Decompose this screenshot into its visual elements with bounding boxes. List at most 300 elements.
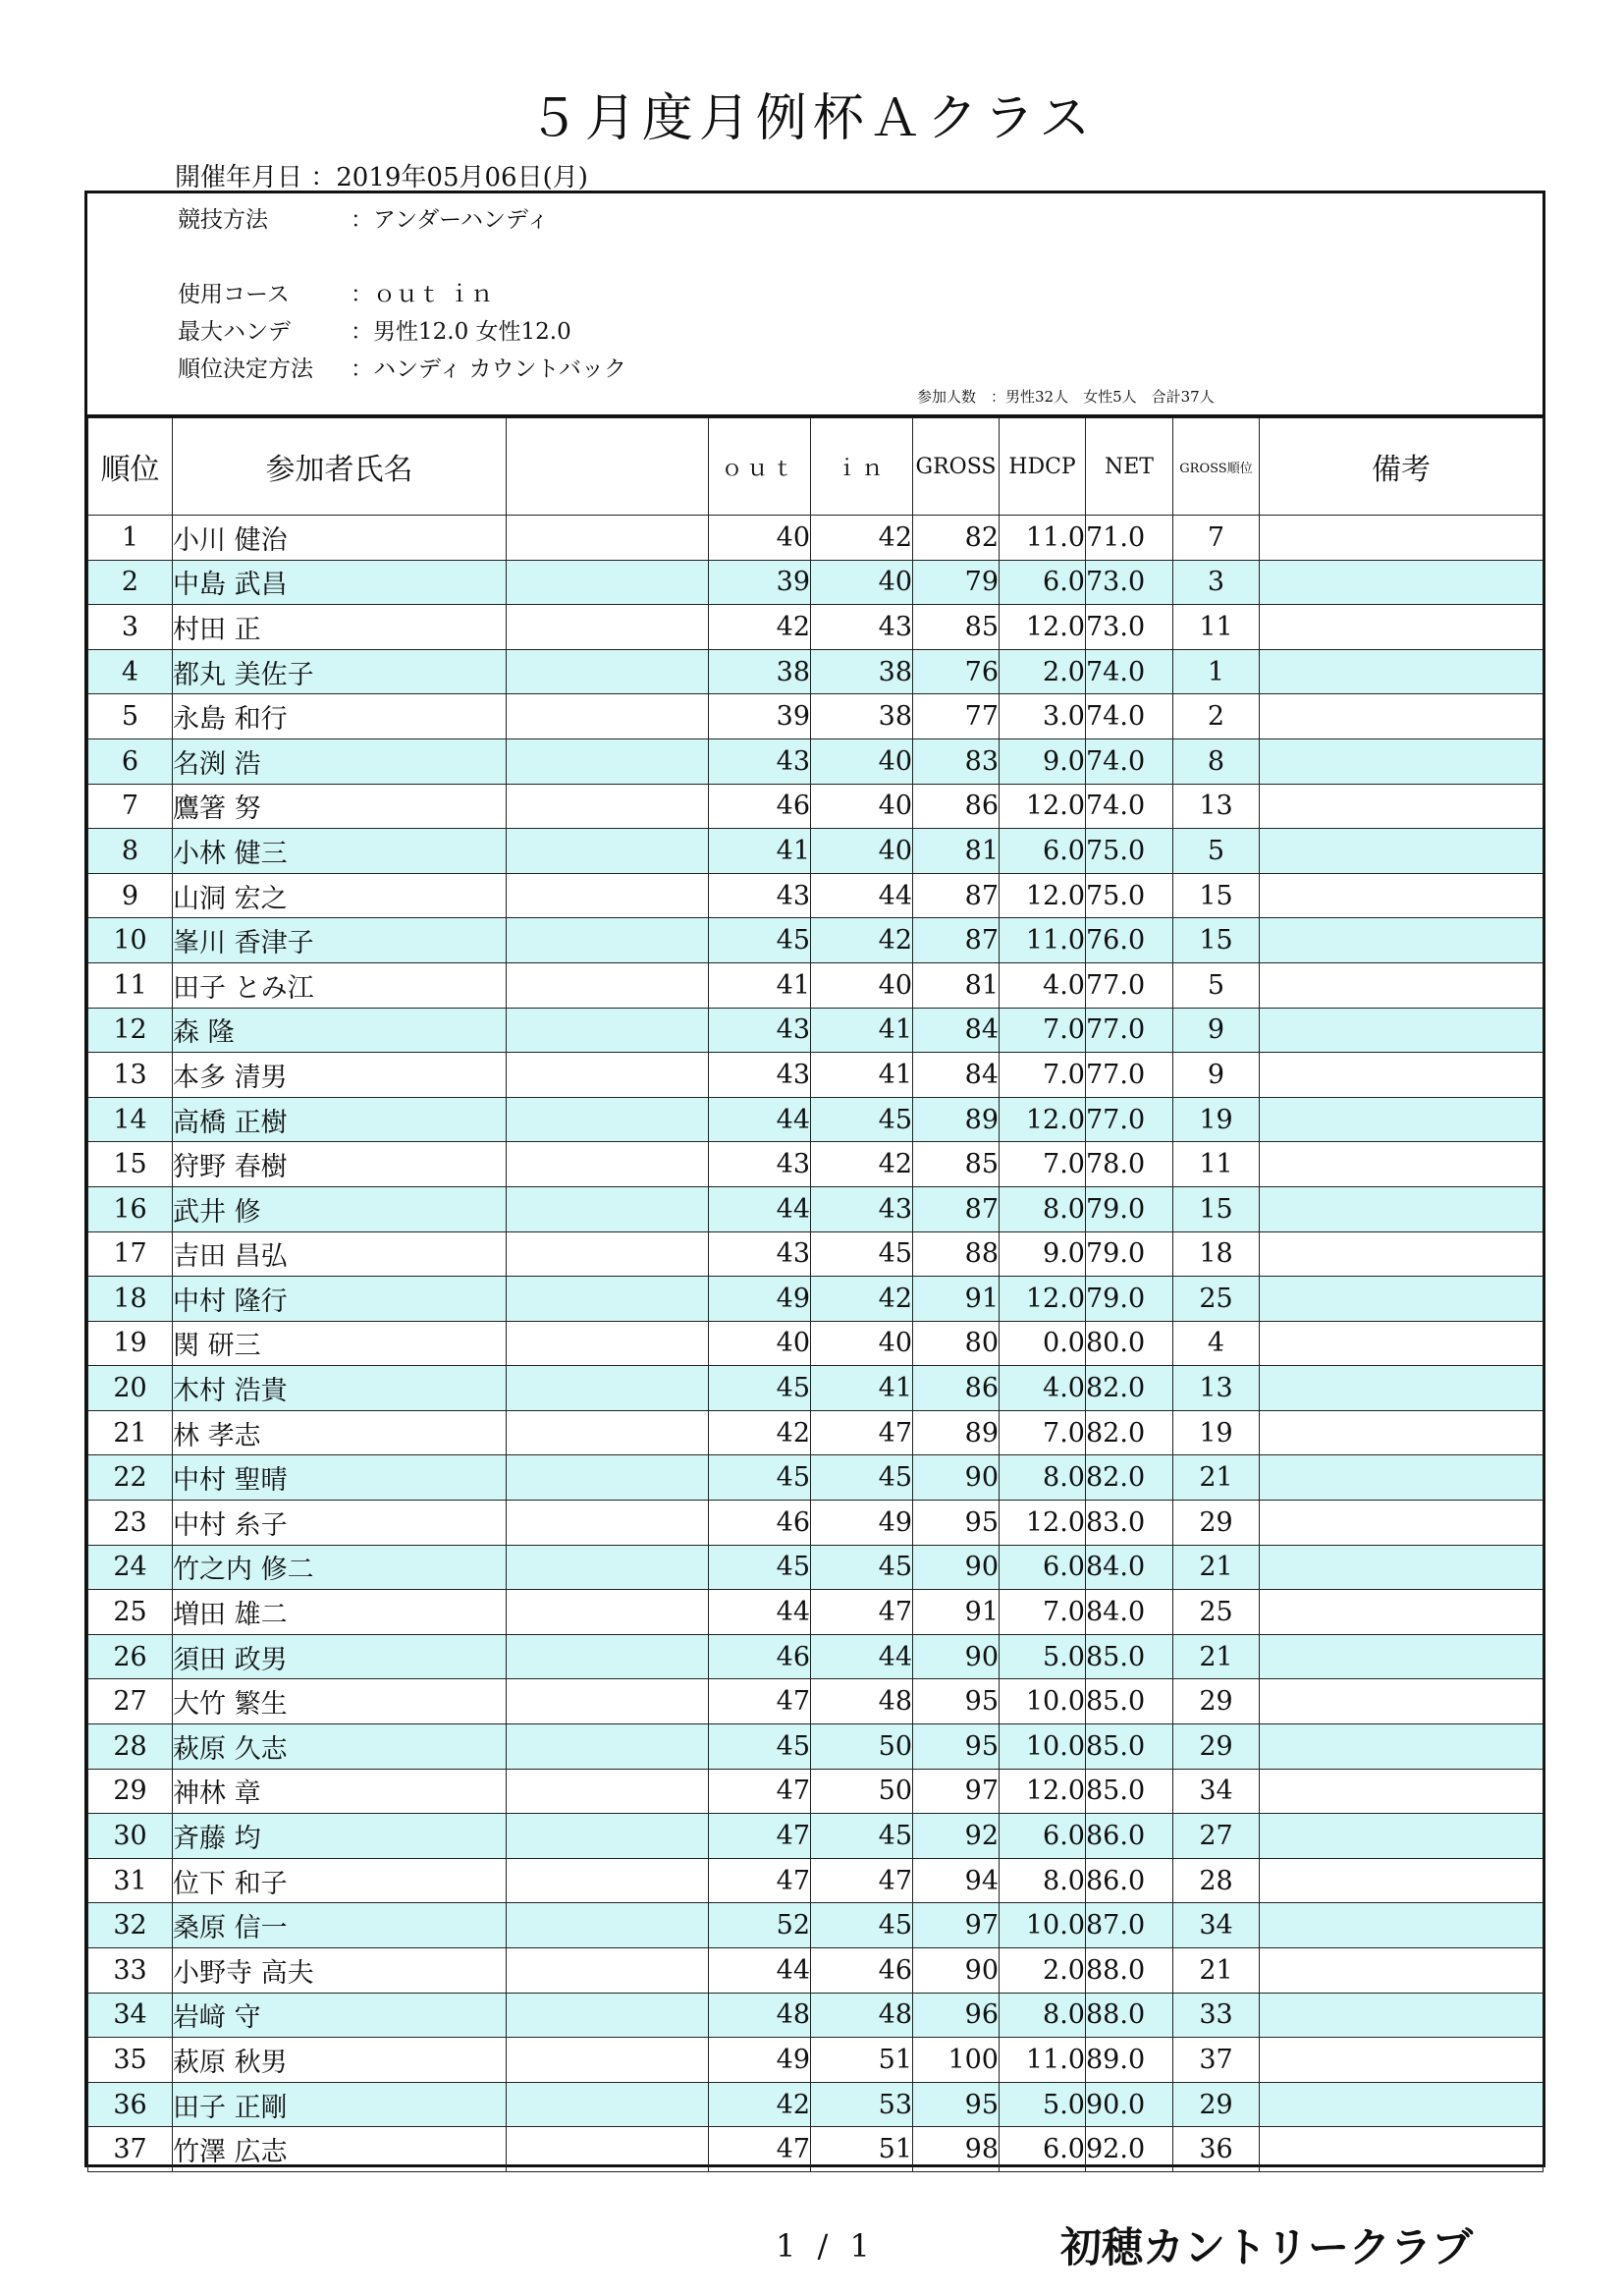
blank-cell [507,2038,709,2083]
remarks-cell [1260,1993,1543,2038]
net-cell: 82.0 [1086,1455,1173,1501]
net-cell: 82.0 [1086,1410,1173,1455]
rank-cell: 8 [88,829,173,874]
table-row [88,784,1543,829]
gross-cell: 84 [913,1053,1000,1098]
out-cell: 44 [709,1590,811,1635]
remarks-cell [1260,2127,1543,2172]
hdcp-cell: 8.0 [1000,1993,1086,2038]
page-title: ５月度月例杯Ａクラス [527,89,1097,148]
in-cell: 44 [811,1634,913,1679]
club-name: 初穂カントリークラブ [1060,2223,1474,2271]
name-cell: 中島 武昌 [173,560,507,605]
remarks-cell [1260,1366,1543,1411]
in-cell: 41 [811,1053,913,1098]
remarks-cell [1260,694,1543,739]
hdcp-cell: 6.0 [1000,560,1086,605]
name-cell: 田子 正剛 [173,2082,507,2127]
gross-rank-cell: 29 [1173,1501,1260,1546]
net-cell: 86.0 [1086,1814,1173,1859]
out-cell: 41 [709,962,811,1008]
blank-cell [507,560,709,605]
rank-cell: 37 [88,2127,173,2172]
table-row [88,1186,1543,1231]
table-row [88,2127,1543,2172]
header-out: ｏｕｔ [709,418,811,516]
gross-rank-cell: 25 [1173,1590,1260,1635]
blank-cell [507,2082,709,2127]
gross-cell: 81 [913,829,1000,874]
gross-rank-cell: 21 [1173,1545,1260,1590]
hdcp-cell: 12.0 [1000,873,1086,918]
gross-cell: 90 [913,1455,1000,1501]
gross-cell: 97 [913,1769,1000,1814]
net-cell: 77.0 [1086,1008,1173,1053]
rank-cell: 17 [88,1231,173,1277]
in-cell: 43 [811,605,913,650]
remarks-cell [1260,1634,1543,1679]
rank-cell: 18 [88,1277,173,1322]
remarks-cell [1260,784,1543,829]
rank-cell: 29 [88,1769,173,1814]
net-cell: 84.0 [1086,1590,1173,1635]
blank-cell [507,1634,709,1679]
table-row [88,2082,1543,2127]
name-cell: 高橋 正樹 [173,1097,507,1142]
out-cell: 40 [709,516,811,561]
hdcp-cell: 4.0 [1000,1366,1086,1411]
in-cell: 45 [811,1545,913,1590]
blank-cell [507,1679,709,1724]
hdcp-cell: 11.0 [1000,918,1086,963]
name-cell: 峯川 香津子 [173,918,507,963]
blank-cell [507,829,709,874]
table-row [88,2038,1543,2083]
table-row [88,829,1543,874]
name-cell: 都丸 美佐子 [173,649,507,694]
table-row [88,1231,1543,1277]
gross-cell: 80 [913,1321,1000,1366]
blank-cell [507,1948,709,1994]
blank-cell [507,918,709,963]
net-cell: 78.0 [1086,1142,1173,1187]
out-cell: 45 [709,918,811,963]
gross-rank-cell: 15 [1173,1186,1260,1231]
in-cell: 40 [811,1321,913,1366]
remarks-cell [1260,1277,1543,1322]
table-row [88,1142,1543,1187]
hdcp-cell: 8.0 [1000,1858,1086,1903]
in-cell: 40 [811,962,913,1008]
gross-rank-cell: 33 [1173,1993,1260,2038]
gross-rank-cell: 5 [1173,962,1260,1008]
results-frame [84,191,1545,2167]
hdcp-cell: 2.0 [1000,649,1086,694]
hdcp-cell: 12.0 [1000,1501,1086,1546]
name-cell: 村田 正 [173,605,507,650]
remarks-cell [1260,962,1543,1008]
gross-rank-cell: 18 [1173,1231,1260,1277]
gross-cell: 87 [913,918,1000,963]
in-cell: 47 [811,1858,913,1903]
table-row [88,1993,1543,2038]
gross-rank-cell: 9 [1173,1053,1260,1098]
in-cell: 40 [811,738,913,784]
blank-cell [507,1903,709,1948]
net-cell: 79.0 [1086,1186,1173,1231]
rank-cell: 15 [88,1142,173,1187]
gross-rank-cell: 21 [1173,1948,1260,1994]
out-cell: 42 [709,2082,811,2127]
table-row [88,1814,1543,1859]
in-cell: 44 [811,873,913,918]
name-cell: 萩原 久志 [173,1724,507,1770]
gross-cell: 91 [913,1277,1000,1322]
net-cell: 85.0 [1086,1724,1173,1770]
blank-cell [507,1321,709,1366]
gross-cell: 100 [913,2038,1000,2083]
blank-cell [507,1410,709,1455]
name-cell: 桑原 信一 [173,1903,507,1948]
out-cell: 44 [709,1948,811,1994]
course-value: ：ｏｕｔ ｉｎ [351,282,494,307]
net-cell: 92.0 [1086,2127,1173,2172]
hdcp-cell: 7.0 [1000,1008,1086,1053]
out-cell: 45 [709,1724,811,1770]
rank-cell: 31 [88,1858,173,1903]
header-rank: 順位 [88,418,173,516]
blank-cell [507,1769,709,1814]
out-cell: 39 [709,694,811,739]
gross-rank-cell: 7 [1173,516,1260,561]
net-cell: 73.0 [1086,560,1173,605]
in-cell: 42 [811,1277,913,1322]
gross-rank-cell: 8 [1173,738,1260,784]
hdcp-cell: 6.0 [1000,829,1086,874]
out-cell: 43 [709,1231,811,1277]
hdcp-cell: 7.0 [1000,1142,1086,1187]
in-cell: 45 [811,1097,913,1142]
table-row [88,1545,1543,1590]
remarks-cell [1260,1231,1543,1277]
rank-cell: 32 [88,1903,173,1948]
header-name: 参加者氏名 [173,418,507,516]
remarks-cell [1260,1501,1543,1546]
remarks-cell [1260,2082,1543,2127]
hdcp-cell: 12.0 [1000,784,1086,829]
table-row [88,1321,1543,1366]
blank-cell [507,1277,709,1322]
blank-cell [507,1501,709,1546]
table-row [88,1769,1543,1814]
hdcp-cell: 3.0 [1000,694,1086,739]
in-cell: 51 [811,2038,913,2083]
rank-cell: 33 [88,1948,173,1994]
in-cell: 46 [811,1948,913,1994]
rank-cell: 7 [88,784,173,829]
name-cell: 木村 浩貴 [173,1366,507,1411]
hdcp-cell: 10.0 [1000,1903,1086,1948]
name-cell: 岩﨑 守 [173,1993,507,2038]
rank-cell: 36 [88,2082,173,2127]
blank-cell [507,649,709,694]
gross-cell: 96 [913,1993,1000,2038]
rank-cell: 34 [88,1993,173,2038]
net-cell: 75.0 [1086,829,1173,874]
gross-cell: 89 [913,1097,1000,1142]
remarks-cell [1260,1053,1543,1098]
out-cell: 43 [709,1053,811,1098]
net-cell: 83.0 [1086,1501,1173,1546]
name-cell: 山洞 宏之 [173,873,507,918]
remarks-cell [1260,1186,1543,1231]
out-cell: 45 [709,1366,811,1411]
hdcp-cell: 10.0 [1000,1724,1086,1770]
in-cell: 51 [811,2127,913,2172]
hdcp-cell: 9.0 [1000,1231,1086,1277]
name-cell: 本多 清男 [173,1053,507,1098]
gross-rank-cell: 29 [1173,1679,1260,1724]
rank-cell: 20 [88,1366,173,1411]
out-cell: 40 [709,1321,811,1366]
header-in: ｉｎ [811,418,913,516]
blank-cell [507,516,709,561]
in-cell: 45 [811,1814,913,1859]
in-cell: 47 [811,1410,913,1455]
net-cell: 79.0 [1086,1277,1173,1322]
net-cell: 80.0 [1086,1321,1173,1366]
out-cell: 47 [709,1769,811,1814]
hdcp-cell: 8.0 [1000,1186,1086,1231]
blank-cell [507,1814,709,1859]
blank-cell [507,694,709,739]
hdcp-cell: 12.0 [1000,1277,1086,1322]
remarks-cell [1260,1858,1543,1903]
in-cell: 45 [811,1455,913,1501]
blank-cell [507,1231,709,1277]
gross-rank-cell: 13 [1173,784,1260,829]
event-date: 開催年月日 ：2019年05月06日(月) [175,163,588,192]
net-cell: 74.0 [1086,738,1173,784]
out-cell: 45 [709,1455,811,1501]
gross-cell: 84 [913,1008,1000,1053]
hdcp-cell: 5.0 [1000,2082,1086,2127]
name-cell: 田子 とみ江 [173,962,507,1008]
out-cell: 47 [709,2127,811,2172]
rank-cell: 4 [88,649,173,694]
remarks-cell [1260,1142,1543,1187]
out-cell: 43 [709,738,811,784]
hdcp-cell: 7.0 [1000,1410,1086,1455]
net-cell: 86.0 [1086,1858,1173,1903]
net-cell: 75.0 [1086,873,1173,918]
out-cell: 43 [709,873,811,918]
blank-cell [507,1724,709,1770]
net-cell: 73.0 [1086,605,1173,650]
gross-cell: 91 [913,1590,1000,1635]
remarks-cell [1260,1679,1543,1724]
out-cell: 47 [709,1814,811,1859]
header-hdcp: HDCP [1000,418,1086,516]
rank-cell: 24 [88,1545,173,1590]
blank-cell [507,1366,709,1411]
header-gross-rank: GROSS順位 [1173,418,1260,516]
rank-cell: 21 [88,1410,173,1455]
gross-cell: 97 [913,1903,1000,1948]
gross-cell: 82 [913,516,1000,561]
hdcp-cell: 12.0 [1000,1769,1086,1814]
max-handicap-value: ：男性12.0 女性12.0 [351,319,571,345]
remarks-cell [1260,1545,1543,1590]
gross-cell: 95 [913,2082,1000,2127]
out-cell: 43 [709,1142,811,1187]
remarks-cell [1260,1724,1543,1770]
in-cell: 40 [811,784,913,829]
name-cell: 増田 雄二 [173,1590,507,1635]
hdcp-cell: 6.0 [1000,1545,1086,1590]
table-row [88,1501,1543,1546]
competition-method-value: ：アンダーハンディ [351,207,550,233]
rank-cell: 9 [88,873,173,918]
remarks-cell [1260,605,1543,650]
table-row [88,918,1543,963]
blank-cell [507,1993,709,2038]
gross-cell: 87 [913,873,1000,918]
out-cell: 42 [709,605,811,650]
out-cell: 46 [709,1634,811,1679]
out-cell: 39 [709,560,811,605]
in-cell: 48 [811,1679,913,1724]
gross-cell: 88 [913,1231,1000,1277]
name-cell: 神林 章 [173,1769,507,1814]
gross-rank-cell: 5 [1173,829,1260,874]
out-cell: 43 [709,1008,811,1053]
competition-method-label: 競技方法 [178,207,268,233]
page-number: 1 / 1 [776,2227,876,2265]
in-cell: 40 [811,560,913,605]
net-cell: 74.0 [1086,649,1173,694]
table-row [88,1410,1543,1455]
hdcp-cell: 8.0 [1000,1455,1086,1501]
blank-cell [507,962,709,1008]
in-cell: 42 [811,918,913,963]
gross-cell: 86 [913,1366,1000,1411]
in-cell: 45 [811,1903,913,1948]
table-row [88,1366,1543,1411]
name-cell: 小川 健治 [173,516,507,561]
gross-cell: 95 [913,1501,1000,1546]
out-cell: 38 [709,649,811,694]
hdcp-cell: 6.0 [1000,1814,1086,1859]
remarks-cell [1260,1590,1543,1635]
table-row [88,1008,1543,1053]
gross-cell: 90 [913,1634,1000,1679]
remarks-cell [1260,649,1543,694]
hdcp-cell: 4.0 [1000,962,1086,1008]
out-cell: 46 [709,784,811,829]
hdcp-cell: 0.0 [1000,1321,1086,1366]
gross-cell: 94 [913,1858,1000,1903]
max-handicap-label: 最大ハンデ [178,319,291,345]
table-row [88,1455,1543,1501]
remarks-cell [1260,560,1543,605]
rank-cell: 27 [88,1679,173,1724]
net-cell: 89.0 [1086,2038,1173,2083]
name-cell: 森 隆 [173,1008,507,1053]
table-row [88,1590,1543,1635]
out-cell: 47 [709,1679,811,1724]
table-header-row [88,418,1543,516]
in-cell: 49 [811,1501,913,1546]
in-cell: 53 [811,2082,913,2127]
in-cell: 50 [811,1724,913,1770]
gross-rank-cell: 19 [1173,1097,1260,1142]
table-row [88,873,1543,918]
gross-cell: 85 [913,605,1000,650]
blank-cell [507,1590,709,1635]
out-cell: 48 [709,1993,811,2038]
remarks-cell [1260,1321,1543,1366]
course-used [178,276,493,308]
gross-cell: 95 [913,1724,1000,1770]
hdcp-cell: 2.0 [1000,1948,1086,1994]
table-row [88,1277,1543,1322]
name-cell: 狩野 春樹 [173,1142,507,1187]
gross-cell: 87 [913,1186,1000,1231]
gross-cell: 76 [913,649,1000,694]
name-cell: 永島 和行 [173,694,507,739]
gross-rank-cell: 28 [1173,1858,1260,1903]
name-cell: 須田 政男 [173,1634,507,1679]
in-cell: 47 [811,1590,913,1635]
name-cell: 竹之内 修二 [173,1545,507,1590]
net-cell: 87.0 [1086,1903,1173,1948]
rank-cell: 25 [88,1590,173,1635]
header-net: NET [1086,418,1173,516]
gross-cell: 95 [913,1679,1000,1724]
hdcp-cell: 12.0 [1000,605,1086,650]
name-cell: 位下 和子 [173,1858,507,1903]
gross-rank-cell: 34 [1173,1769,1260,1814]
name-cell: 竹澤 広志 [173,2127,507,2172]
gross-rank-cell: 21 [1173,1455,1260,1501]
gross-rank-cell: 15 [1173,873,1260,918]
gross-rank-cell: 9 [1173,1008,1260,1053]
out-cell: 45 [709,1545,811,1590]
in-cell: 40 [811,829,913,874]
blank-cell [507,1053,709,1098]
in-cell: 42 [811,1142,913,1187]
remarks-cell [1260,1769,1543,1814]
gross-cell: 92 [913,1814,1000,1859]
gross-rank-cell: 4 [1173,1321,1260,1366]
ranking-method-label: 順位決定方法 [178,356,313,382]
out-cell: 52 [709,1903,811,1948]
rank-cell: 5 [88,694,173,739]
net-cell: 85.0 [1086,1769,1173,1814]
in-cell: 50 [811,1769,913,1814]
gross-rank-cell: 25 [1173,1277,1260,1322]
table-row [88,649,1543,694]
net-cell: 84.0 [1086,1545,1173,1590]
table-row [88,1724,1543,1770]
rank-cell: 10 [88,918,173,963]
gross-cell: 81 [913,962,1000,1008]
rank-cell: 2 [88,560,173,605]
net-cell: 76.0 [1086,918,1173,963]
gross-rank-cell: 11 [1173,1142,1260,1187]
net-cell: 77.0 [1086,962,1173,1008]
